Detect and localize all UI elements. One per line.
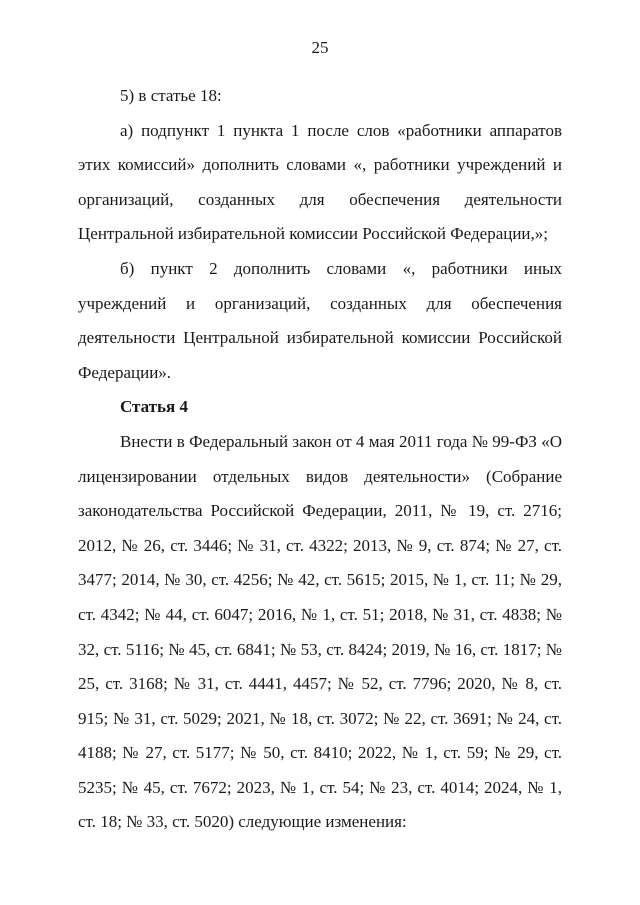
paragraph-article-18-intro: 5) в статье 18: (120, 86, 222, 105)
paragraph-subitem-b: б) пункт 2 дополнить словами «, работники иных учреждений и организаций, созданных для обеспечения деятельности Центральной избирательной комиссии Российской Федерации». (78, 258, 562, 382)
page-number: 25 (311, 38, 329, 57)
article-heading: Статья 4 (120, 397, 188, 417)
paragraph-subitem-a: а) подпункт 1 пункта 1 после слов «работники аппаратов этих комиссий» дополнить словами «, работники учреждений и организаций, созданных для обеспечения деятельности Центральной избирательной комиссии Российской Федерации,»; (78, 120, 562, 244)
paragraph-article-4-body: Внести в Федеральный закон от 4 мая 2011 года № 99-ФЗ «О лицензировании отдельных видов деятельности» (Собрание законодательства Российской Федерации, 2011, № 19, ст. 2716; 2012, № 26, ст. 3446; № 31, ст. 4322; 2013, № 9, ст. 874; № 27, ст. 3477; 2014, № 30, ст. 4256; № 42, ст. 5615; 2015, № 1, ст. 11; № 29, ст. 4342; № 44, ст. 6047; 2016, № 1, ст. 51; 2018, № 31, ст. 4838; № 32, ст. 5116; № 45, ст. 6841; № 53, ст. 8424; 2019, № 16, ст. 1817; № 25, ст. 3168; № 31, ст. 4441, 4457; № 52, ст. 7796; 2020, № 8, ст. 915; № 31, ст. 5029; 2021, № 18, ст. 3072; № 22, ст. 3691; № 24, ст. 4188; № 27, ст. 5177; № 50, ст. 8410; 2022, № 1, ст. 59; № 29, ст. 5235; № 45, ст. 7672; 2023, № 1, ст. 54; № 23, ст. 4014; 2024, № 1, ст. 18; № 33, ст. 5020) следующие изменения: (78, 431, 562, 832)
document-body (78, 79, 562, 840)
